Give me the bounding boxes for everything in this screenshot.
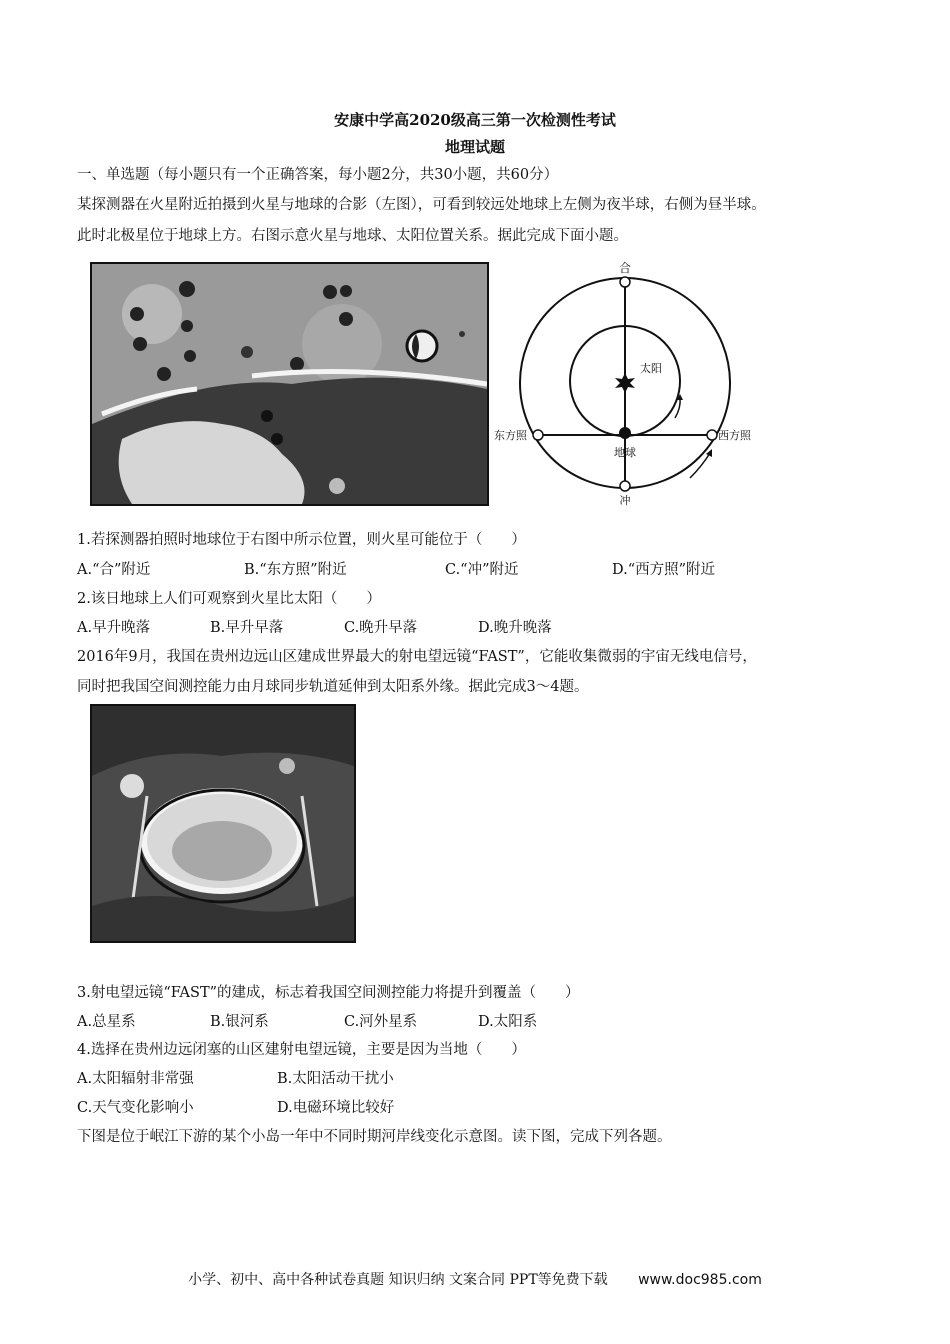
q1-option-d: D.“西方照”附近 [612,562,716,578]
q1-stem: 1.若探测器拍照时地球位于右图中所示位置，则火星可能位于（ ） [77,532,526,548]
passage2-line-2: 同时把我国空间测控能力由月球同步轨道延伸到太阳系外缘。据此完成3～4题。 [77,679,589,695]
mars-earth-photo [90,262,489,506]
footer-text: 小学、初中、高中各种试卷真题 知识归纳 文案合同 PPT等免费下载 [188,1272,608,1288]
label-west: 西方照 [718,429,751,442]
q3-option-c: C.河外星系 [344,1014,418,1030]
label-chong: 冲 [619,494,631,507]
q3-option-a: A.总星系 [77,1014,136,1030]
q3-stem: 3.射电望远镜“FAST”的建成，标志着我国空间测控能力将提升到覆盖（ ） [77,985,580,1001]
q3-option-d: D.太阳系 [478,1014,538,1030]
intro-line-2: 此时北极星位于地球上方。右图示意火星与地球、太阳位置关系。据此完成下面小题。 [77,228,628,244]
sun-icon [615,373,635,393]
q1-option-c: C.“冲”附近 [445,562,519,578]
chong-position [620,481,630,491]
q2-option-d: D.晚升晚落 [478,620,552,636]
mars-earth-image [92,264,487,504]
passage3-line-1: 下图是位于岷江下游的某个小岛一年中不同时期河岸线变化示意图。读下图，完成下列各题。 [77,1129,672,1145]
q4-option-d: D.电磁环境比较好 [277,1100,395,1116]
label-east: 东方照 [494,429,527,442]
q2-stem: 2.该日地球上人们可观察到火星比太阳（ ） [77,591,381,607]
fast-telescope-image [92,706,354,941]
east-quadrature-position [533,430,543,440]
q1-option-b: B.“东方照”附近 [244,562,347,578]
q3-option-b: B.银河系 [210,1014,269,1030]
passage2-line-1: 2016年9月，我国在贵州边远山区建成世界最大的射电望远镜“FAST”，它能收集微弱的宇宙无线电信号， [77,649,757,665]
q4-option-c: C.天气变化影响小 [77,1100,194,1116]
earth-dot [619,427,631,439]
q2-option-b: B.早升早落 [210,620,284,636]
footer-url[interactable]: www.doc985.com [638,1272,762,1288]
exam-title: 安康中学高2020级高三第一次检测性考试 [334,111,616,129]
orbit-diagram [490,258,770,508]
section-heading: 一、单选题（每小题只有一个正确答案，每小题2分，共30小题，共60分） [77,167,559,183]
intro-line-1: 某探测器在火星附近拍摄到火星与地球的合影（左图），可看到较远处地球上左侧为夜半球，右侧为昼半球。 [77,197,766,213]
q4-option-a: A.太阳辐射非常强 [77,1071,194,1087]
west-quadrature-position [707,430,717,440]
subject-title: 地理试题 [444,138,505,156]
fast-telescope-photo [90,704,356,943]
q4-stem: 4.选择在贵州边远闭塞的山区建射电望远镜，主要是因为当地（ ） [77,1042,526,1058]
label-he: 合 [618,261,632,275]
q2-option-a: A.早升晚落 [77,620,151,636]
q2-option-c: C.晚升早落 [344,620,418,636]
label-earth: 地球 [614,446,636,459]
q1-option-a: A.“合”附近 [77,562,151,578]
page-footer [0,1270,950,1290]
label-sun: 太阳 [640,362,662,375]
q4-option-b: B.太阳活动干扰小 [277,1071,394,1087]
he-position [620,277,630,287]
